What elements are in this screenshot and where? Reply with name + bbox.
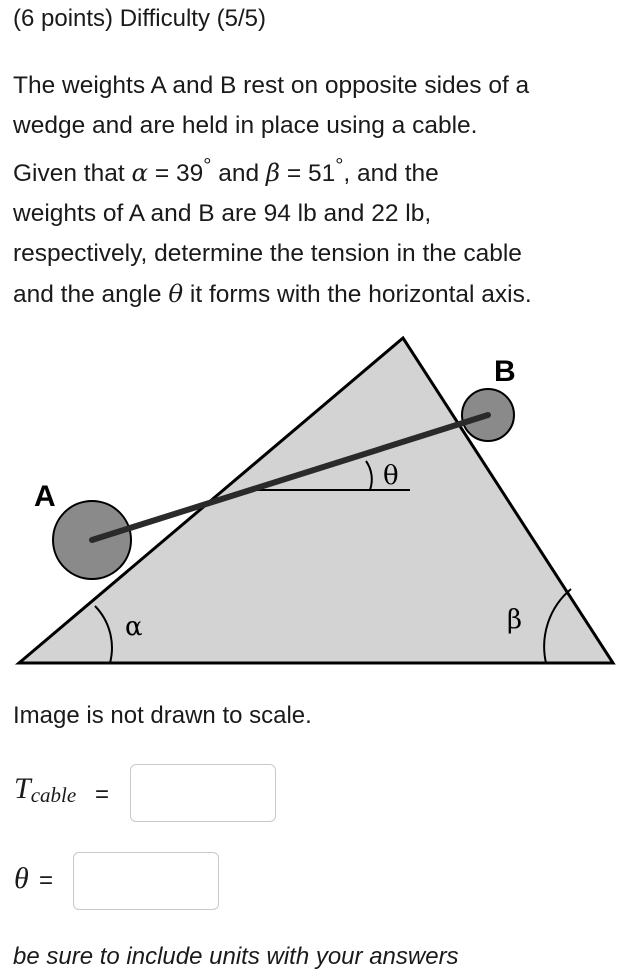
theta-equals: =: [39, 867, 54, 894]
problem-line-5: respectively, determine the tension in the cable: [13, 240, 522, 268]
given-that-text: Given that: [13, 160, 132, 188]
label-a: A: [34, 480, 56, 513]
label-beta: β: [507, 605, 523, 635]
scale-note: Image is not drawn to scale.: [13, 702, 312, 729]
horizontal-axis-text: it forms with the horizontal axis.: [183, 281, 532, 309]
problem-line-2: wedge and are held in place using a cable.: [13, 112, 478, 139]
alpha-symbol: α: [131, 158, 149, 188]
beta-value: = 51: [280, 160, 336, 188]
units-reminder: be sure to include units with your answers: [13, 943, 459, 970]
degree-symbol: °: [335, 155, 344, 177]
problem-line-6: [13, 274, 617, 315]
tension-equals: =: [95, 781, 110, 808]
problem-line-3: [13, 146, 617, 194]
problem-statement: [13, 66, 617, 315]
points-header: (6 points) Difficulty (5/5): [13, 5, 266, 32]
and-the-text: , and the: [343, 160, 439, 188]
beta-symbol: β: [265, 158, 281, 188]
problem-line-1: The weights A and B rest on opposite sides of a: [13, 72, 530, 99]
theta-answer-symbol: θ: [14, 862, 29, 895]
angle-text: and the angle: [13, 281, 169, 309]
theta-answer-label: [14, 862, 29, 896]
alpha-value: = 39: [148, 160, 204, 188]
tension-label: [14, 772, 76, 806]
and-text: and: [211, 160, 266, 188]
tension-answer-input[interactable]: [130, 764, 276, 822]
label-theta: θ: [383, 461, 399, 491]
wedge-diagram: [0, 330, 624, 675]
theta-answer-input[interactable]: [73, 852, 219, 910]
label-b: B: [494, 355, 516, 388]
label-alpha: α: [125, 612, 143, 642]
problem-line-4: weights of A and B are 94 lb and 22 lb,: [13, 200, 432, 228]
theta-symbol: θ: [168, 279, 184, 309]
degree-symbol: °: [203, 155, 212, 177]
wedge: [19, 338, 613, 663]
tension-subscript: cable: [30, 783, 77, 807]
tension-symbol: T: [14, 772, 31, 805]
